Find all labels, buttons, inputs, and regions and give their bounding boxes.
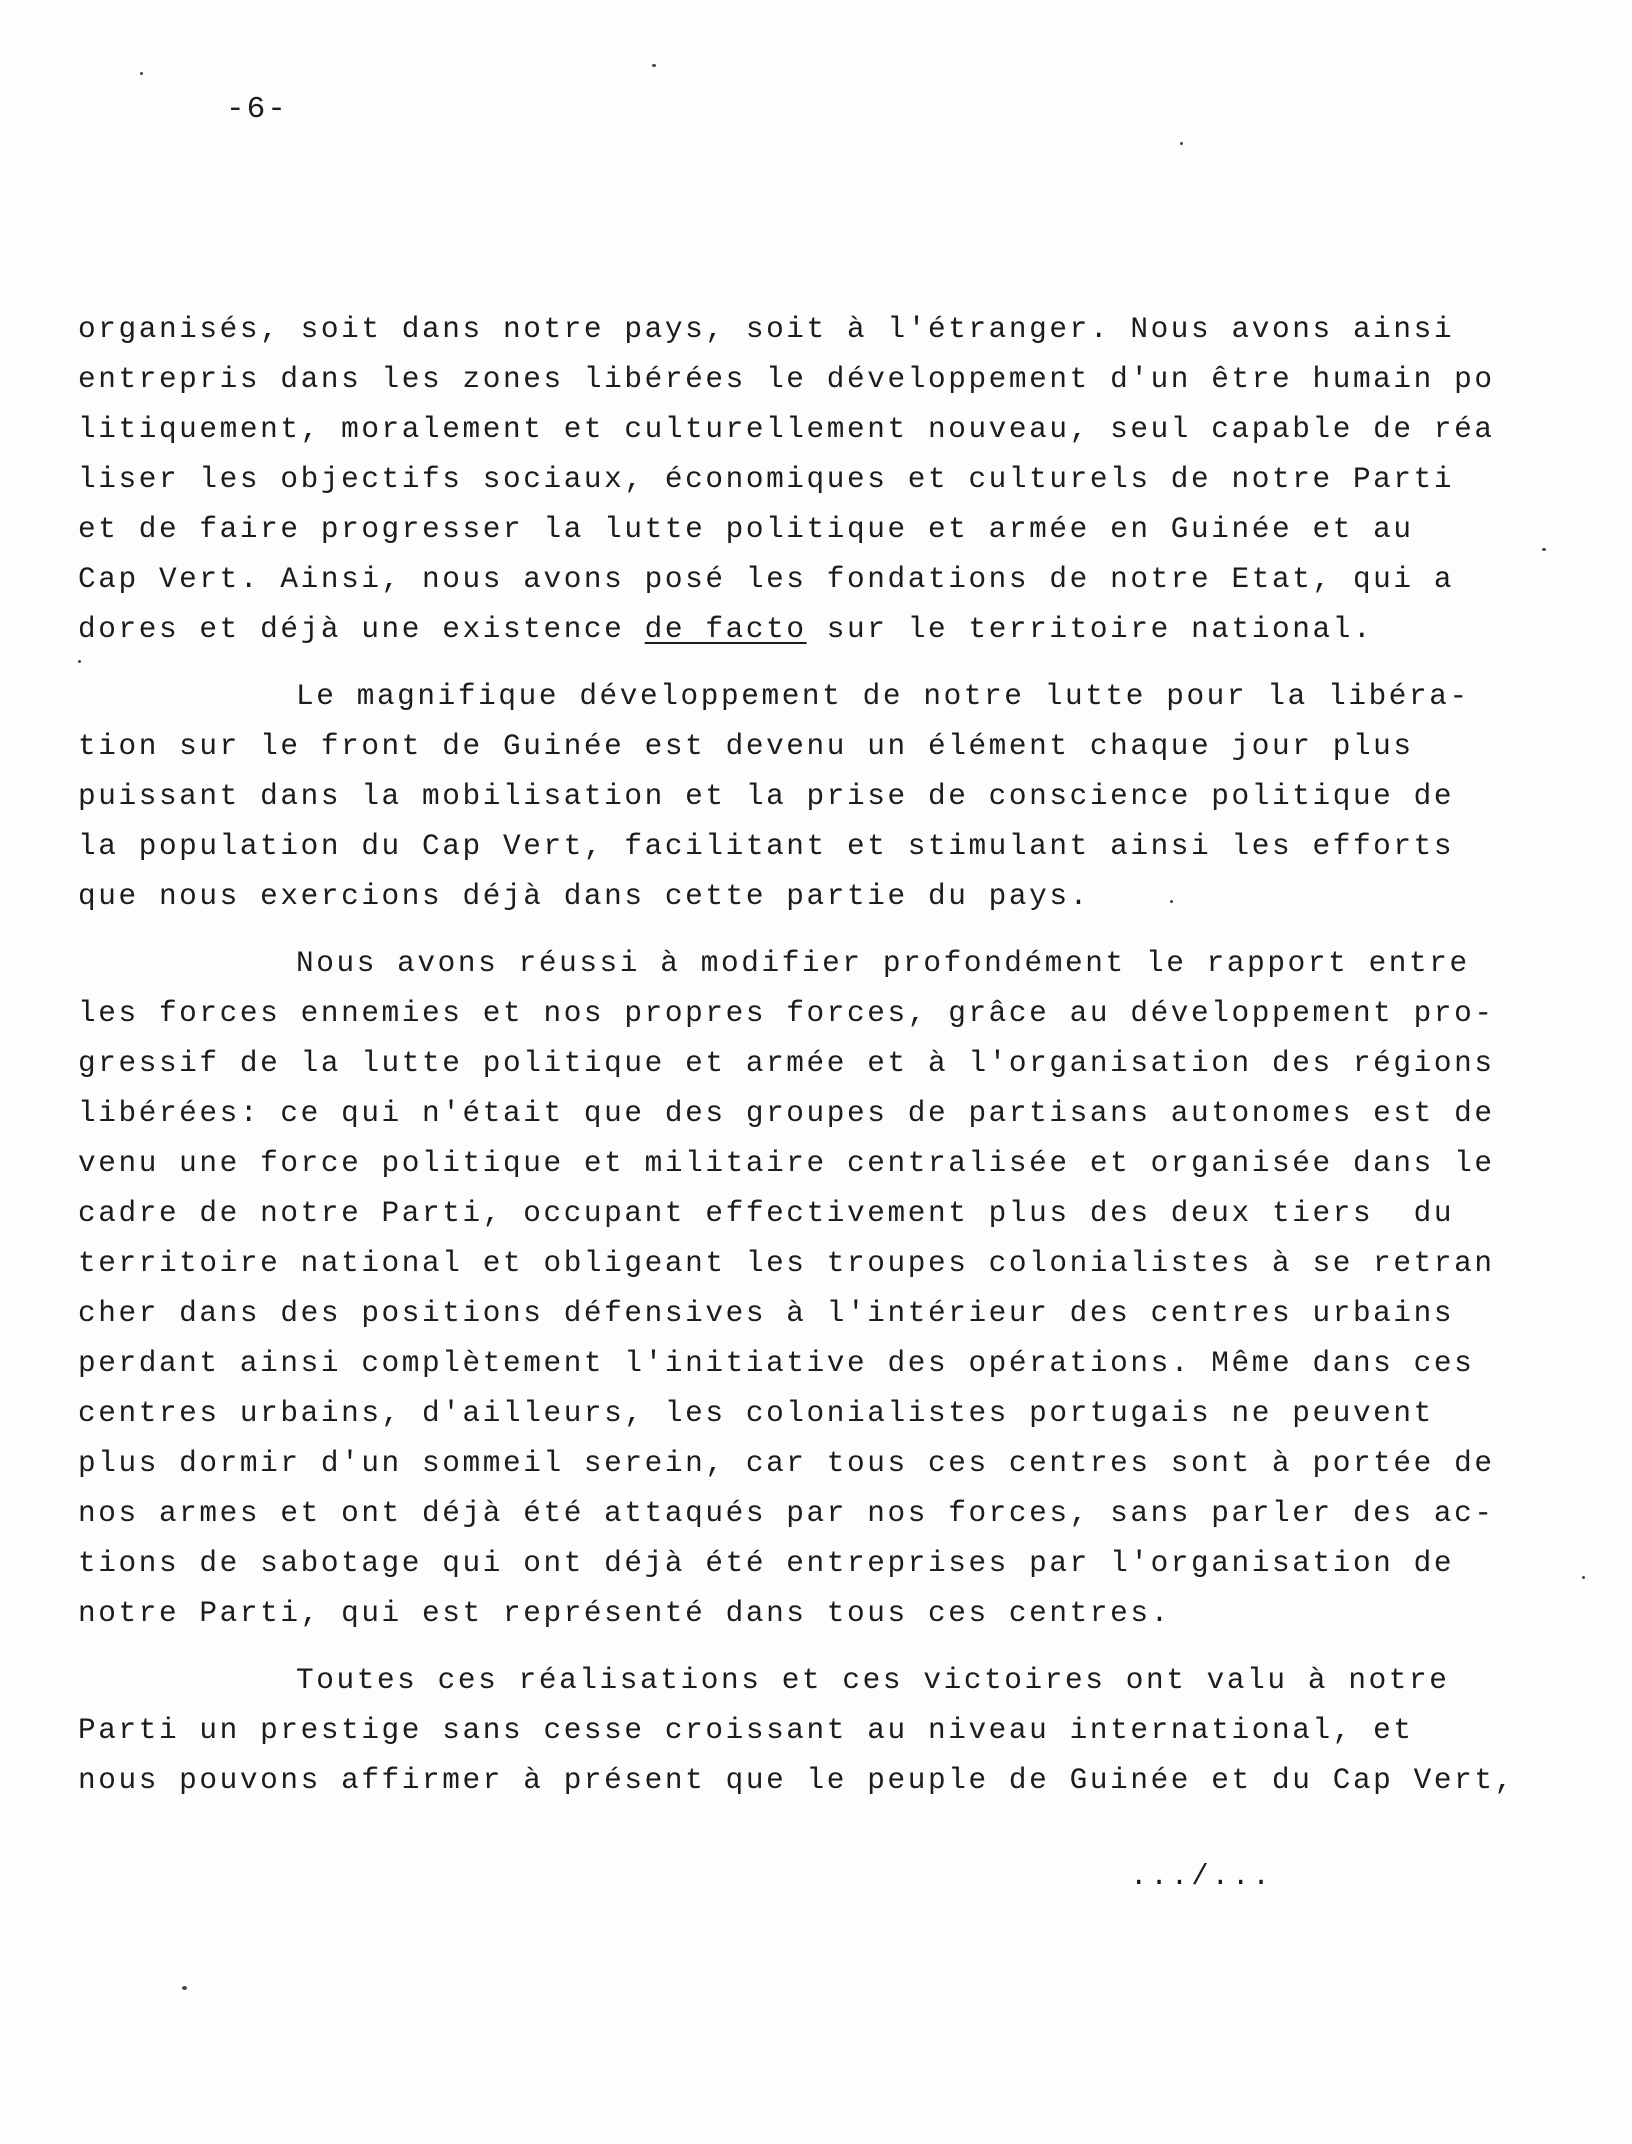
text-line: la population du Cap Vert, facilitant et stimulant ainsi les efforts <box>78 830 1455 863</box>
scan-speck <box>1170 900 1173 903</box>
text-line: gressif de la lutte politique et armée et à l'organisation des régions <box>78 1047 1495 1080</box>
text-line: tions de sabotage qui ont déjà été entreprises par l'organisation de <box>78 1547 1455 1580</box>
text-line: les forces ennemies et nos propres forces, grâce au développement pro- <box>78 997 1495 1030</box>
text-line: litiquement, moralement et culturellement nouveau, seul capable de réa <box>78 413 1495 446</box>
scan-speck <box>182 1986 187 1990</box>
text-line: et de faire progresser la lutte politique et armée en Guinée et au <box>78 513 1414 546</box>
scan-speck <box>140 72 143 75</box>
text-line: organisés, soit dans notre pays, soit à l'étranger. Nous avons ainsi <box>78 313 1455 346</box>
text-line: notre Parti, qui est représenté dans tous ces centres. <box>78 1597 1171 1630</box>
text-line: puissant dans la mobilisation et la prise de conscience politique de <box>78 780 1455 813</box>
scan-speck <box>1582 1576 1585 1579</box>
text-line: centres urbains, d'ailleurs, les colonialistes portugais ne peuvent <box>78 1397 1434 1430</box>
text-line: nos armes et ont déjà été attaqués par nos forces, sans parler des ac- <box>78 1497 1495 1530</box>
text-line: Le magnifique développement de notre lutte pour la libéra- <box>296 680 1470 713</box>
text-line: Parti un prestige sans cesse croissant au niveau international, et <box>78 1714 1414 1747</box>
text-line: perdant ainsi complètement l'initiative des opérations. Même dans ces <box>78 1347 1475 1380</box>
text-line: cher dans des positions défensives à l'intérieur des centres urbains <box>78 1297 1455 1330</box>
text-line: territoire national et obligeant les troupes colonialistes à se retran <box>78 1247 1495 1280</box>
text-line: Toutes ces réalisations et ces victoires ont valu à notre <box>296 1664 1450 1697</box>
scan-speck <box>652 64 656 67</box>
text-line: que nous exercions déjà dans cette partie du pays. <box>78 880 1090 913</box>
text-line: nous pouvons affirmer à présent que le peuple de Guinée et du Cap Vert, <box>78 1764 1515 1797</box>
text-line <box>78 612 1373 648</box>
text-line: libérées: ce qui n'était que des groupes de partisans autonomes est de <box>78 1097 1495 1130</box>
text-line: plus dormir d'un sommeil serein, car tous ces centres sont à portée de <box>78 1447 1495 1480</box>
text-segment: dores et déjà une existence <box>78 613 645 646</box>
underlined-phrase: de facto <box>644 613 807 646</box>
text-line: tion sur le front de Guinée est devenu un élément chaque jour plus <box>78 730 1414 763</box>
continuation-mark: .../... <box>1130 1860 1273 1893</box>
text-segment: sur le territoire national. <box>806 613 1374 646</box>
text-line: Nous avons réussi à modifier profondément le rapport entre <box>296 947 1470 980</box>
page-number: -6- <box>226 92 288 127</box>
text-line: entrepris dans les zones libérées le développement d'un être humain po <box>78 363 1495 396</box>
scan-speck <box>78 660 81 663</box>
text-line: cadre de notre Parti, occupant effectivement plus des deux tiers du <box>78 1197 1455 1230</box>
scan-speck <box>1180 142 1183 145</box>
text-line: Cap Vert. Ainsi, nous avons posé les fondations de notre Etat, qui a <box>78 563 1455 596</box>
text-line: liser les objectifs sociaux, économiques et culturels de notre Parti <box>78 463 1455 496</box>
text-line: venu une force politique et militaire centralisée et organisée dans le <box>78 1147 1495 1180</box>
scan-speck <box>1542 548 1546 551</box>
